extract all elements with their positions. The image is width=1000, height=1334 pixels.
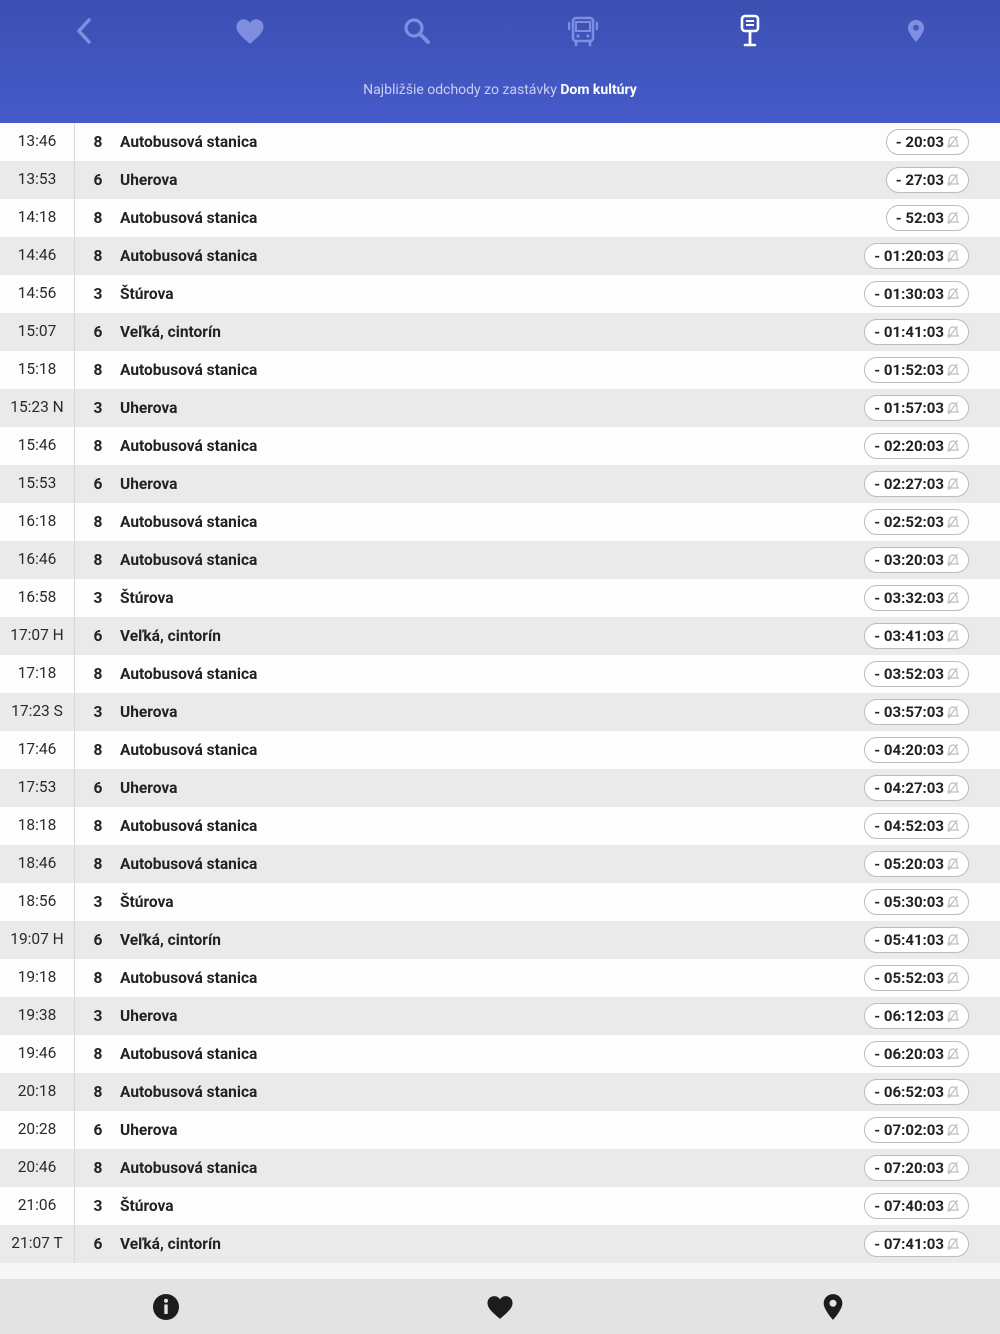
countdown-text: - 03:41:03 <box>874 627 944 645</box>
destination: Uherova <box>120 399 178 417</box>
departures-list[interactable] <box>0 123 1000 1263</box>
heart-icon <box>486 1295 514 1320</box>
countdown-button[interactable] <box>864 927 969 953</box>
departure-time: 16:18 <box>0 503 75 541</box>
destination: Autobusová stanica <box>120 1083 258 1101</box>
countdown-text: - 05:30:03 <box>874 893 944 911</box>
departure-row[interactable] <box>0 997 1000 1035</box>
departure-time: 21:06 <box>0 1187 75 1225</box>
alarm-off-icon <box>947 705 959 719</box>
alarm-off-icon <box>947 287 959 301</box>
departure-row[interactable] <box>0 693 1000 731</box>
countdown-text: - 04:20:03 <box>874 741 944 759</box>
alarm-off-icon <box>947 629 959 643</box>
departure-time: 19:18 <box>0 959 75 997</box>
destination: Uherova <box>120 171 178 189</box>
countdown-button[interactable] <box>864 243 969 269</box>
search-button[interactable] <box>387 8 447 54</box>
destination: Štúrova <box>120 1197 174 1215</box>
departure-time: 17:18 <box>0 655 75 693</box>
departure-row[interactable] <box>0 845 1000 883</box>
destination: Uherova <box>120 1121 178 1139</box>
departure-row[interactable] <box>0 617 1000 655</box>
departure-row[interactable] <box>0 351 1000 389</box>
countdown-button[interactable] <box>864 965 969 991</box>
line-number: 8 <box>93 855 103 873</box>
bus-stop-icon <box>738 14 762 48</box>
back-icon <box>74 17 94 45</box>
departure-row[interactable] <box>0 1225 1000 1263</box>
countdown-text: - 01:20:03 <box>874 247 944 265</box>
countdown-text: - 07:02:03 <box>874 1121 944 1139</box>
line-number: 6 <box>93 779 103 797</box>
departure-time: 19:46 <box>0 1035 75 1073</box>
top-bar <box>0 0 1000 123</box>
departure-time: 13:53 <box>0 161 75 199</box>
destination: Štúrova <box>120 893 174 911</box>
departure-time: 21:07 T <box>0 1225 75 1263</box>
heart-icon <box>235 18 265 45</box>
search-icon <box>403 17 431 45</box>
countdown-text: - 52:03 <box>895 209 944 227</box>
destination: Štúrova <box>120 589 174 607</box>
departure-time: 15:53 <box>0 465 75 503</box>
bottom-map-button[interactable] <box>813 1291 853 1323</box>
alarm-off-icon <box>947 515 959 529</box>
info-button[interactable] <box>146 1291 186 1323</box>
countdown-button[interactable] <box>864 851 969 877</box>
line-number: 6 <box>93 323 103 341</box>
countdown-button[interactable] <box>886 167 969 193</box>
destination: Autobusová stanica <box>120 665 258 683</box>
bus-icon <box>568 15 598 47</box>
line-number: 8 <box>93 969 103 987</box>
line-number: 6 <box>93 1235 103 1253</box>
departure-row[interactable] <box>0 1149 1000 1187</box>
countdown-button[interactable] <box>886 129 969 155</box>
bus-stop-button[interactable] <box>720 8 780 54</box>
countdown-button[interactable] <box>864 737 969 763</box>
countdown-button[interactable] <box>864 1155 969 1181</box>
countdown-text: - 03:20:03 <box>874 551 944 569</box>
departure-time: 13:46 <box>0 123 75 161</box>
countdown-button[interactable] <box>864 1231 969 1257</box>
back-button[interactable] <box>54 8 114 54</box>
favorites-button[interactable] <box>220 8 280 54</box>
destination: Autobusová stanica <box>120 513 258 531</box>
destination: Autobusová stanica <box>120 1045 258 1063</box>
destination: Uherova <box>120 779 178 797</box>
line-number: 3 <box>93 1197 103 1215</box>
location-pin-icon <box>822 1293 844 1321</box>
countdown-button[interactable] <box>864 699 969 725</box>
line-number: 8 <box>93 513 103 531</box>
departure-time: 15:46 <box>0 427 75 465</box>
countdown-text: - 27:03 <box>895 171 944 189</box>
line-number: 6 <box>93 627 103 645</box>
countdown-button[interactable] <box>864 281 969 307</box>
departure-row[interactable] <box>0 465 1000 503</box>
countdown-text: - 01:52:03 <box>874 361 944 379</box>
destination: Autobusová stanica <box>120 817 258 835</box>
countdown-button[interactable] <box>886 205 969 231</box>
departure-time: 20:18 <box>0 1073 75 1111</box>
line-number: 8 <box>93 1083 103 1101</box>
line-number: 8 <box>93 209 103 227</box>
departure-time: 20:46 <box>0 1149 75 1187</box>
departure-time: 18:18 <box>0 807 75 845</box>
countdown-text: - 03:57:03 <box>874 703 944 721</box>
departure-time: 14:46 <box>0 237 75 275</box>
countdown-button[interactable] <box>864 1003 969 1029</box>
departure-row[interactable] <box>0 389 1000 427</box>
destination: Uherova <box>120 703 178 721</box>
departure-time: 17:46 <box>0 731 75 769</box>
departure-row[interactable] <box>0 237 1000 275</box>
departure-row[interactable] <box>0 313 1000 351</box>
countdown-text: - 03:52:03 <box>874 665 944 683</box>
destination: Autobusová stanica <box>120 209 258 227</box>
departure-row[interactable] <box>0 579 1000 617</box>
countdown-text: - 06:20:03 <box>874 1045 944 1063</box>
top-nav <box>0 0 1000 62</box>
line-number: 8 <box>93 1159 103 1177</box>
departure-row[interactable] <box>0 731 1000 769</box>
alarm-off-icon <box>947 1047 959 1061</box>
alarm-off-icon <box>947 325 959 339</box>
departure-time: 20:28 <box>0 1111 75 1149</box>
departure-row[interactable] <box>0 1111 1000 1149</box>
departure-row[interactable] <box>0 807 1000 845</box>
countdown-text: - 03:32:03 <box>874 589 944 607</box>
countdown-text: - 01:30:03 <box>874 285 944 303</box>
countdown-text: - 01:41:03 <box>874 323 944 341</box>
countdown-button[interactable] <box>864 1193 969 1219</box>
departure-row[interactable] <box>0 1187 1000 1225</box>
departure-row[interactable] <box>0 427 1000 465</box>
departure-time: 17:07 H <box>0 617 75 655</box>
countdown-text: - 02:52:03 <box>874 513 944 531</box>
countdown-text: - 20:03 <box>895 133 944 151</box>
destination: Autobusová stanica <box>120 551 258 569</box>
alarm-off-icon <box>947 781 959 795</box>
alarm-off-icon <box>947 1123 959 1137</box>
departure-time: 19:38 <box>0 997 75 1035</box>
departure-row[interactable] <box>0 883 1000 921</box>
line-number: 6 <box>93 931 103 949</box>
countdown-button[interactable] <box>864 547 969 573</box>
countdown-button[interactable] <box>864 661 969 687</box>
countdown-button[interactable] <box>864 433 969 459</box>
departure-row[interactable] <box>0 199 1000 237</box>
destination: Autobusová stanica <box>120 133 258 151</box>
countdown-text: - 05:52:03 <box>874 969 944 987</box>
line-number: 8 <box>93 665 103 683</box>
destination: Uherova <box>120 475 178 493</box>
bottom-favorites-button[interactable] <box>480 1291 520 1323</box>
alarm-off-icon <box>947 591 959 605</box>
countdown-text: - 07:41:03 <box>874 1235 944 1253</box>
departure-time: 16:46 <box>0 541 75 579</box>
countdown-button[interactable] <box>864 1041 969 1067</box>
line-number: 6 <box>93 1121 103 1139</box>
destination: Autobusová stanica <box>120 361 258 379</box>
destination: Veľká, cintorín <box>120 627 221 645</box>
countdown-button[interactable] <box>864 1079 969 1105</box>
departure-row[interactable] <box>0 161 1000 199</box>
info-icon <box>152 1293 180 1321</box>
destination: Autobusová stanica <box>120 855 258 873</box>
alarm-off-icon <box>947 401 959 415</box>
countdown-button[interactable] <box>864 889 969 915</box>
alarm-off-icon <box>947 1199 959 1213</box>
countdown-button[interactable] <box>864 509 969 535</box>
departure-row[interactable] <box>0 1073 1000 1111</box>
countdown-button[interactable] <box>864 357 969 383</box>
alarm-off-icon <box>947 895 959 909</box>
line-number: 3 <box>93 893 103 911</box>
destination: Štúrova <box>120 285 174 303</box>
line-number: 8 <box>93 361 103 379</box>
departure-time: 18:56 <box>0 883 75 921</box>
line-number: 8 <box>93 133 103 151</box>
departure-time: 15:23 N <box>0 389 75 427</box>
destination: Veľká, cintorín <box>120 1235 221 1253</box>
line-number: 8 <box>93 437 103 455</box>
countdown-button[interactable] <box>864 1117 969 1143</box>
countdown-button[interactable] <box>864 623 969 649</box>
line-number: 8 <box>93 551 103 569</box>
departure-time: 17:53 <box>0 769 75 807</box>
line-number: 6 <box>93 171 103 189</box>
alarm-off-icon <box>947 1009 959 1023</box>
countdown-text: - 07:40:03 <box>874 1197 944 1215</box>
countdown-text: - 07:20:03 <box>874 1159 944 1177</box>
line-number: 8 <box>93 1045 103 1063</box>
countdown-text: - 02:20:03 <box>874 437 944 455</box>
line-number: 8 <box>93 741 103 759</box>
countdown-text: - 05:20:03 <box>874 855 944 873</box>
countdown-text: - 02:27:03 <box>874 475 944 493</box>
departure-time: 14:18 <box>0 199 75 237</box>
alarm-off-icon <box>947 971 959 985</box>
bottom-bar <box>0 1279 1000 1334</box>
departure-row[interactable] <box>0 655 1000 693</box>
alarm-off-icon <box>947 363 959 377</box>
countdown-text: - 06:12:03 <box>874 1007 944 1025</box>
stop-name: Dom kultúry <box>560 82 637 98</box>
alarm-off-icon <box>947 1237 959 1251</box>
departure-row[interactable] <box>0 769 1000 807</box>
location-pin-icon <box>907 19 925 43</box>
destination: Autobusová stanica <box>120 741 258 759</box>
departure-time: 18:46 <box>0 845 75 883</box>
alarm-off-icon <box>947 667 959 681</box>
line-number: 8 <box>93 817 103 835</box>
destination: Veľká, cintorín <box>120 931 221 949</box>
departure-row[interactable] <box>0 959 1000 997</box>
countdown-text: - 04:52:03 <box>874 817 944 835</box>
line-number: 3 <box>93 399 103 417</box>
alarm-off-icon <box>947 477 959 491</box>
countdown-button[interactable] <box>864 813 969 839</box>
bus-button[interactable] <box>553 8 613 54</box>
departure-time: 17:23 S <box>0 693 75 731</box>
countdown-button[interactable] <box>864 471 969 497</box>
countdown-button[interactable] <box>864 395 969 421</box>
alarm-off-icon <box>947 1085 959 1099</box>
alarm-off-icon <box>947 173 959 187</box>
departure-row[interactable] <box>0 921 1000 959</box>
line-number: 3 <box>93 1007 103 1025</box>
destination: Autobusová stanica <box>120 247 258 265</box>
line-number: 3 <box>93 703 103 721</box>
alarm-off-icon <box>947 743 959 757</box>
departure-time: 14:56 <box>0 275 75 313</box>
departure-row[interactable] <box>0 275 1000 313</box>
destination: Veľká, cintorín <box>120 323 221 341</box>
alarm-off-icon <box>947 211 959 225</box>
departure-row[interactable] <box>0 503 1000 541</box>
departure-time: 15:18 <box>0 351 75 389</box>
destination: Autobusová stanica <box>120 1159 258 1177</box>
map-button[interactable] <box>886 8 946 54</box>
countdown-button[interactable] <box>864 319 969 345</box>
line-number: 8 <box>93 247 103 265</box>
departure-row[interactable] <box>0 123 1000 161</box>
departure-time: 19:07 H <box>0 921 75 959</box>
destination: Autobusová stanica <box>120 437 258 455</box>
alarm-off-icon <box>947 135 959 149</box>
countdown-text: - 01:57:03 <box>874 399 944 417</box>
countdown-button[interactable] <box>864 585 969 611</box>
stop-subtitle <box>0 82 1000 98</box>
countdown-text: - 04:27:03 <box>874 779 944 797</box>
alarm-off-icon <box>947 857 959 871</box>
alarm-off-icon <box>947 1161 959 1175</box>
departure-row[interactable] <box>0 1035 1000 1073</box>
countdown-text: - 06:52:03 <box>874 1083 944 1101</box>
alarm-off-icon <box>947 439 959 453</box>
destination: Uherova <box>120 1007 178 1025</box>
countdown-button[interactable] <box>864 775 969 801</box>
alarm-off-icon <box>947 933 959 947</box>
departure-time: 15:07 <box>0 313 75 351</box>
departure-row[interactable] <box>0 541 1000 579</box>
line-number: 3 <box>93 589 103 607</box>
subtitle-prefix: Najbližšie odchody zo zastávky <box>363 82 557 98</box>
departure-time: 16:58 <box>0 579 75 617</box>
destination: Autobusová stanica <box>120 969 258 987</box>
line-number: 6 <box>93 475 103 493</box>
alarm-off-icon <box>947 249 959 263</box>
alarm-off-icon <box>947 553 959 567</box>
line-number: 3 <box>93 285 103 303</box>
countdown-text: - 05:41:03 <box>874 931 944 949</box>
alarm-off-icon <box>947 819 959 833</box>
